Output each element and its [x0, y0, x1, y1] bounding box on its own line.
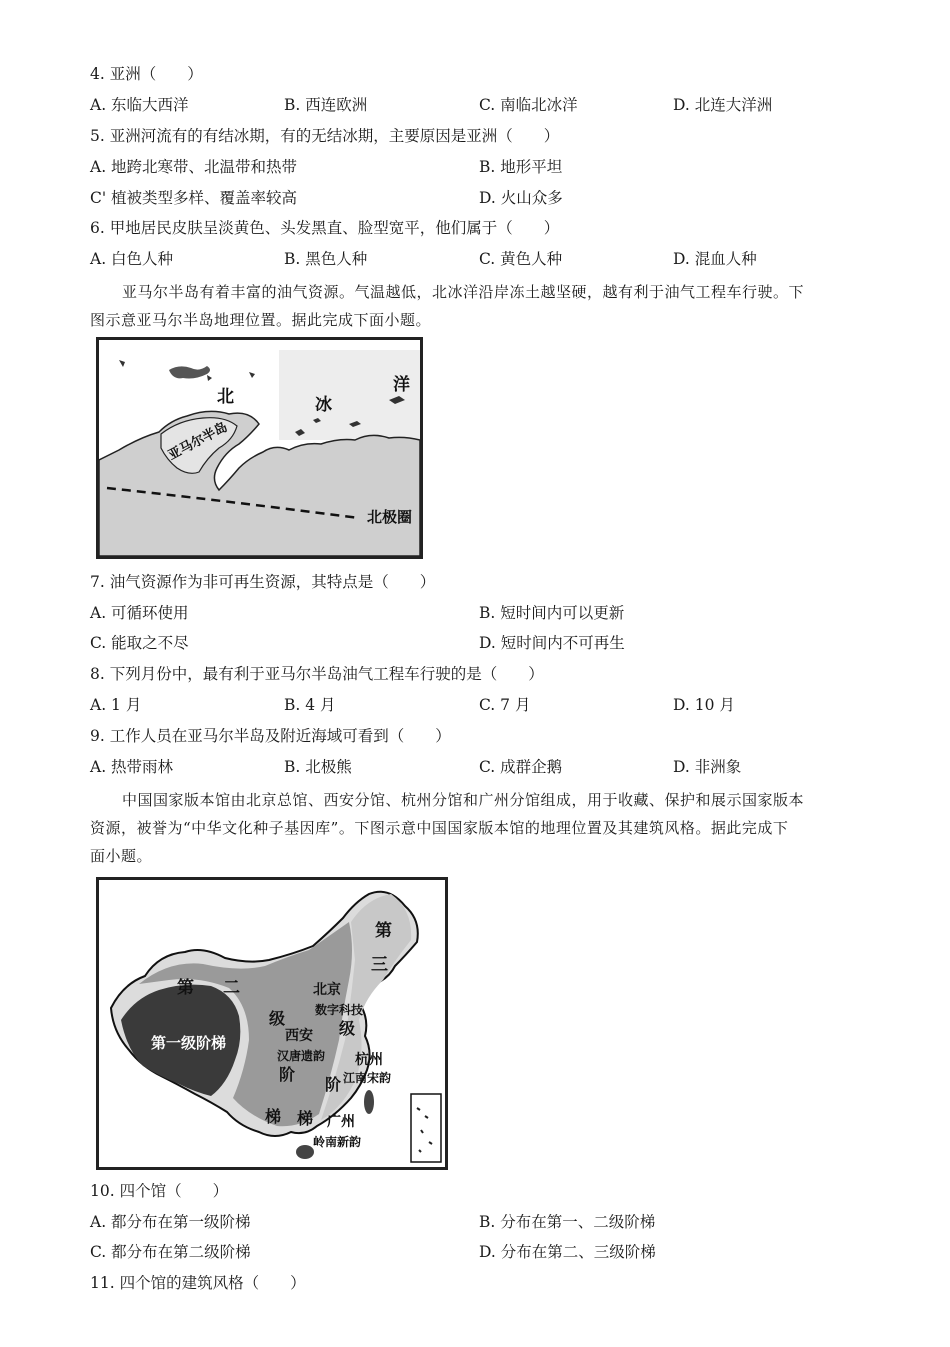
label-bei: 北 [217, 387, 234, 407]
island-shape [169, 366, 210, 379]
q11-stem: 11. 四个馆的建筑风格（ ） [90, 1274, 306, 1292]
city-xian-style: 汉唐遗韵 [277, 1049, 326, 1063]
q5-option-c[interactable]: C' 植被类型多样、覆盖率较高 [90, 189, 298, 207]
south-sea-inset [411, 1094, 441, 1162]
q8-option-a[interactable]: A. 1 月 [90, 696, 142, 714]
q5-stem: 5. 亚洲河流有的有结冰期，有的无结冰期，主要原因是亚洲（ ） [90, 127, 560, 145]
q7-option-a[interactable]: A. 可循环使用 [90, 604, 189, 622]
step3-label-san: 三 [371, 955, 388, 975]
q7-option-c[interactable]: C. 能取之不尽 [90, 634, 189, 652]
q8-option-d[interactable]: D. 10 月 [673, 696, 735, 714]
label-arctic-circle: 北极圈 [367, 508, 413, 526]
passage-archives-line3: 面小题。 [90, 847, 153, 865]
q5-option-a[interactable]: A. 地跨北寒带、北温带和热带 [90, 158, 298, 176]
q6-stem: 6. 甲地居民皮肤呈淡黄色、头发黑直、脸型宽平，他们属于（ ） [90, 219, 560, 237]
q10-stem: 10. 四个馆（ ） [90, 1182, 229, 1200]
step3-label-ti: 梯 [297, 1109, 314, 1128]
q10-option-a[interactable]: A. 都分布在第一级阶梯 [90, 1213, 251, 1231]
step2-label-jie: 阶 [279, 1065, 296, 1084]
step3-label-ji: 级 [339, 1019, 356, 1038]
q9-option-c[interactable]: C. 成群企鹅 [479, 758, 563, 776]
city-hangzhou: 杭州 [355, 1052, 383, 1068]
q9-stem: 9. 工作人员在亚马尔半岛及附近海域可看到（ ） [90, 727, 451, 745]
yamal-map-graphic [99, 340, 420, 556]
q10-option-b[interactable]: B. 分布在第一、二级阶梯 [479, 1213, 656, 1231]
china-map [96, 877, 448, 1170]
taiwan-shape [364, 1090, 374, 1114]
passage-yamal-line1: 亚马尔半岛有着丰富的油气资源。气温越低，北冰洋沿岸冻土越坚硬，越有利于油气工程车行驶。下 [122, 283, 805, 301]
q9-option-b[interactable]: B. 北极熊 [284, 758, 352, 776]
q7-stem: 7. 油气资源作为非可再生资源，其特点是（ ） [90, 573, 436, 591]
q6-option-c[interactable]: C. 黄色人种 [479, 250, 563, 268]
q7-option-d[interactable]: D. 短时间内不可再生 [479, 634, 625, 652]
q9-option-a[interactable]: A. 热带雨林 [90, 758, 174, 776]
q4-stem: 4. 亚洲（ ） [90, 65, 203, 83]
q4-option-c[interactable]: C. 南临北冰洋 [479, 96, 578, 114]
step3-label-di: 第 [375, 921, 392, 941]
q6-option-a[interactable]: A. 白色人种 [90, 250, 174, 268]
q6-option-b[interactable]: B. 黑色人种 [284, 250, 368, 268]
step2-label-ji: 级 [269, 1009, 286, 1028]
china-map-graphic [99, 880, 445, 1167]
city-xian: 西安 [285, 1028, 313, 1044]
step2-label-er: 二 [223, 978, 240, 998]
ocean-shade [279, 350, 420, 440]
q8-stem: 8. 下列月份中，最有利于亚马尔半岛油气工程车行驶的是（ ） [90, 665, 544, 683]
label-yamal-peninsula: 亚马尔半岛 [165, 419, 231, 464]
q8-option-b[interactable]: B. 4 月 [284, 696, 336, 714]
q9-option-d[interactable]: D. 非洲象 [673, 758, 742, 776]
city-beijing-style: 数字科技 [315, 1003, 364, 1017]
q5-option-b[interactable]: B. 地形平坦 [479, 158, 563, 176]
q10-option-c[interactable]: C. 都分布在第二级阶梯 [90, 1243, 251, 1261]
q10-option-d[interactable]: D. 分布在第二、三级阶梯 [479, 1243, 656, 1261]
city-beijing: 北京 [313, 982, 341, 998]
city-guangzhou: 广州 [327, 1114, 355, 1130]
passage-yamal [90, 278, 860, 334]
step3-label-jie: 阶 [325, 1075, 342, 1094]
step2-label-ti: 梯 [265, 1107, 282, 1126]
label-yang: 洋 [393, 375, 410, 395]
q8-option-c[interactable]: C. 7 月 [479, 696, 531, 714]
q6-option-d[interactable]: D. 混血人种 [673, 250, 757, 268]
q4-option-d[interactable]: D. 北连大洋洲 [673, 96, 773, 114]
passage-archives [90, 786, 860, 870]
yamal-map [96, 337, 423, 559]
hainan-shape [296, 1145, 314, 1159]
q5-option-d[interactable]: D. 火山众多 [479, 189, 563, 207]
label-bing: 冰 [315, 395, 332, 415]
q4-option-b[interactable]: B. 西连欧洲 [284, 96, 368, 114]
city-hangzhou-style: 江南宋韵 [343, 1071, 392, 1085]
step1-label: 第一级阶梯 [151, 1034, 227, 1052]
passage-yamal-line2: 图示意亚马尔半岛地理位置。据此完成下面小题。 [90, 311, 432, 329]
step2-label-di: 第 [177, 978, 194, 998]
city-guangzhou-style: 岭南新韵 [313, 1135, 362, 1149]
passage-archives-line2: 资源，被誉为“中华文化种子基因库”。下图示意中国国家版本馆的地理位置及其建筑风格。据此完成下 [90, 819, 789, 837]
q7-option-b[interactable]: B. 短时间内可以更新 [479, 604, 625, 622]
passage-archives-line1: 中国国家版本馆由北京总馆、西安分馆、杭州分馆和广州分馆组成，用于收藏、保护和展示国家版本 [122, 791, 805, 809]
q4-option-a[interactable]: A. 东临大西洋 [90, 96, 189, 114]
